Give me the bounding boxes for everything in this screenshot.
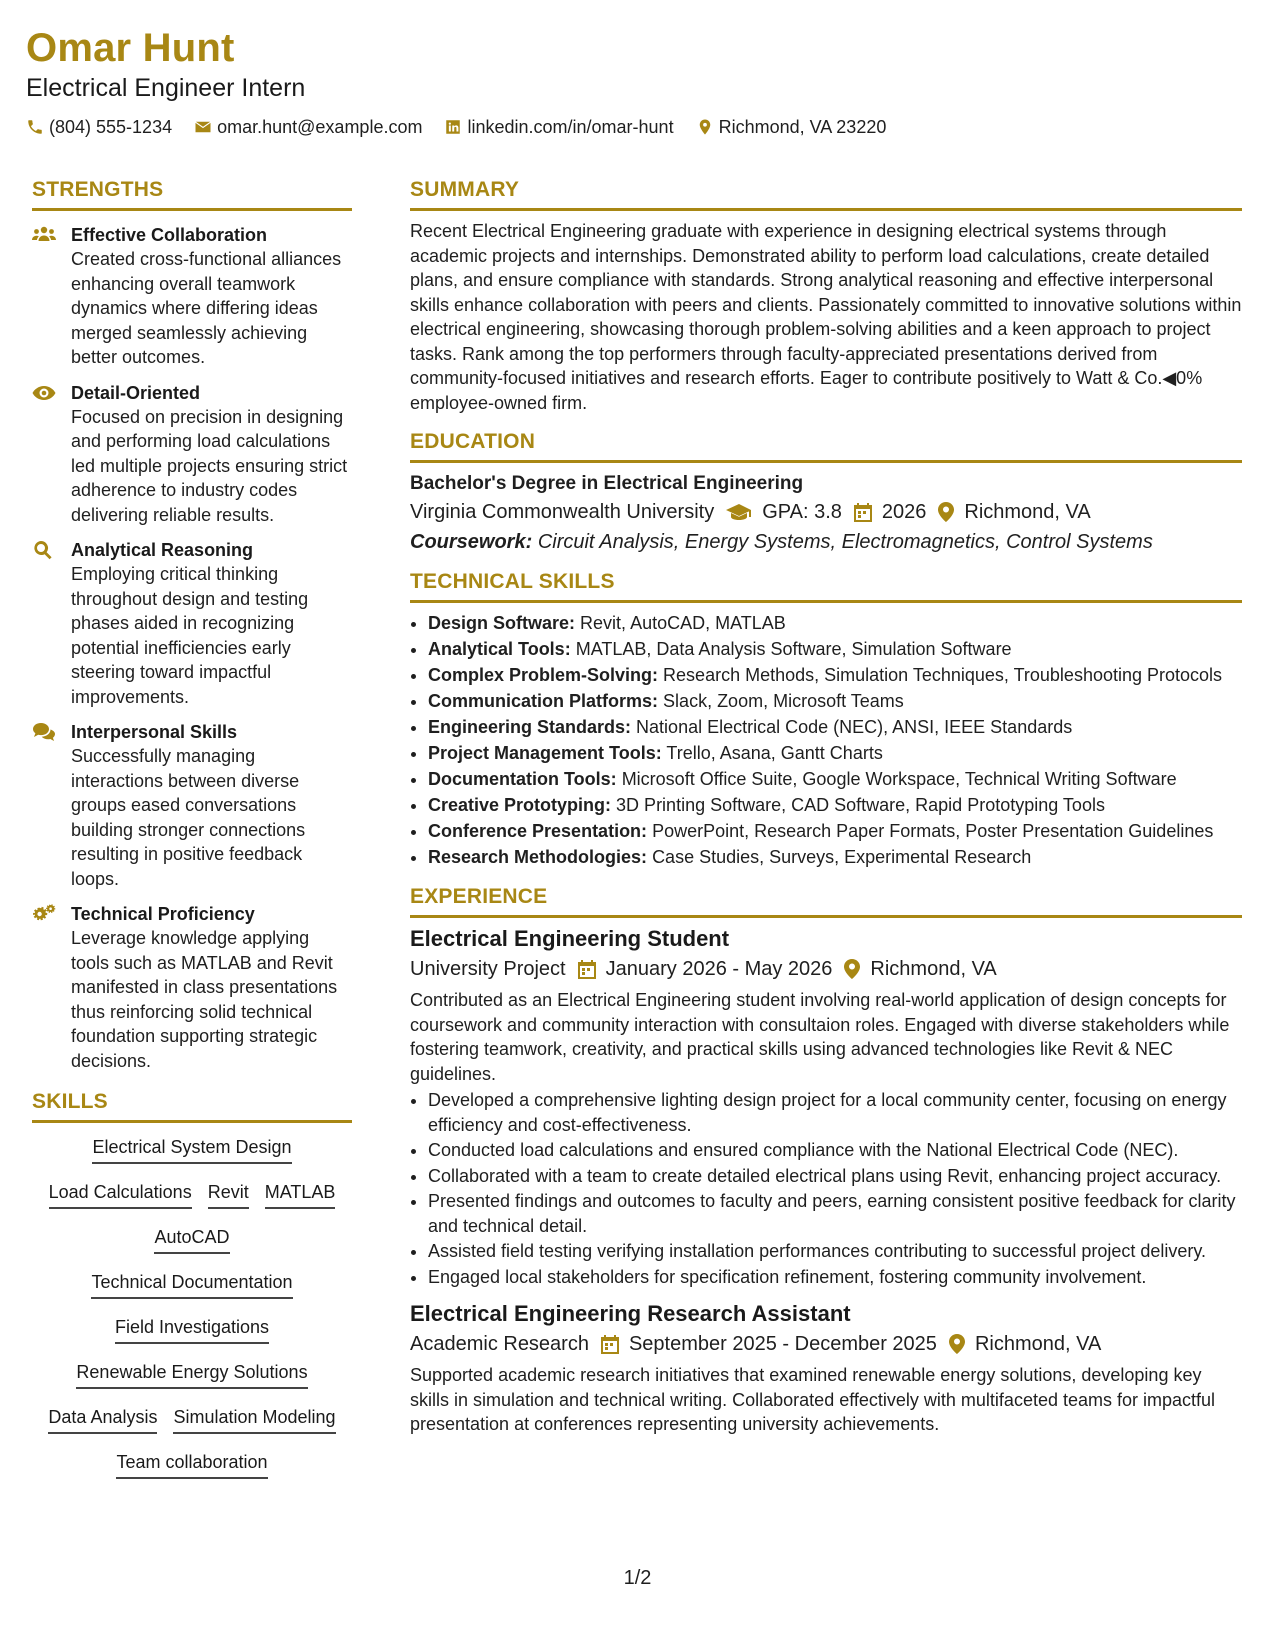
skill-row <box>32 1405 352 1434</box>
job-bullet: • Conducted load calculations and ensured compliance with the National Electrical Code (NEC). <box>428 1138 1242 1163</box>
job-location: Richmond, VA <box>870 958 997 980</box>
technical-skill-label: Conference Presentation: <box>428 821 648 841</box>
coursework-label: Coursework: <box>410 531 533 553</box>
email-text: omar.hunt@example.com <box>217 117 423 137</box>
strengths-section <box>32 175 352 1073</box>
degree-title: Bachelor's Degree in Electrical Engineering <box>410 473 804 494</box>
calendar-icon <box>578 959 596 979</box>
calendar-icon <box>854 502 872 522</box>
technical-skill-value: PowerPoint, Research Paper Formats, Poster Presentation Guidelines <box>652 821 1214 841</box>
skill-row <box>32 1225 352 1254</box>
skill-chip: Simulation Modeling <box>173 1405 335 1434</box>
skill-chip: Field Investigations <box>115 1315 269 1344</box>
strength-desc: Focused on precision in designing and performing load calculations led multiple projects ensuring strict adherence to industry codes delivering reliable results. <box>71 406 348 525</box>
strength-title: Detail-Oriented <box>71 382 201 403</box>
job-bullets <box>410 1088 1242 1289</box>
map-pin-icon <box>938 502 954 522</box>
skill-row <box>32 1180 352 1209</box>
technical-skill-item <box>428 844 1242 870</box>
school-name: Virginia Commonwealth University <box>410 501 715 523</box>
skill-chip: Renewable Energy Solutions <box>76 1360 307 1389</box>
skill-row <box>32 1270 352 1299</box>
skill-row <box>32 1315 352 1344</box>
strength-desc: Leverage knowledge applying tools such as MATLAB and Revit manifested in class presentations thus reinforcing solid technical foundation supporting strategic decisions. <box>71 928 338 1071</box>
calendar-icon <box>601 1334 619 1354</box>
technical-skills-heading: TECHNICAL SKILLS <box>410 570 615 593</box>
job-entry <box>410 924 1242 1289</box>
job-entry <box>410 1299 1242 1437</box>
contact-email[interactable] <box>194 115 422 139</box>
search-icon <box>32 540 56 560</box>
coursework-line <box>410 527 1242 557</box>
skill-chip: Data Analysis <box>48 1405 157 1434</box>
job-meta <box>410 1329 1242 1359</box>
technical-skill-item <box>428 636 1242 662</box>
strength-desc: Successfully managing interactions between diverse groups eased conversations building stronger connections resulting in positive feedback loops. <box>71 746 306 889</box>
skill-chip: Electrical System Design <box>92 1135 291 1164</box>
map-pin-icon <box>696 118 714 136</box>
technical-skill-label: Research Methodologies: <box>428 847 648 867</box>
right-column <box>410 175 1242 1439</box>
technical-skill-label: Creative Prototyping: <box>428 795 612 815</box>
section-divider <box>410 460 1242 463</box>
experience-heading: EXPERIENCE <box>410 885 548 908</box>
page-number: 1/2 <box>623 1567 652 1589</box>
linkedin-text: linkedin.com/in/omar-hunt <box>467 117 674 137</box>
technical-skill-label: Project Management Tools: <box>428 743 662 763</box>
job-title: Electrical Engineering Student <box>410 926 730 951</box>
technical-skill-label: Complex Problem-Solving: <box>428 665 659 685</box>
section-divider <box>410 915 1242 918</box>
strength-desc: Created cross-functional alliances enhancing overall teamwork dynamics where differing ideas merged seamlessly achieving better outcomes. <box>71 249 342 367</box>
technical-skills-list <box>410 610 1242 870</box>
gpa: GPA: 3.8 <box>762 501 842 523</box>
phone-icon <box>26 118 44 136</box>
map-pin-icon <box>949 1334 965 1354</box>
strength-item <box>32 720 352 891</box>
eye-icon <box>32 383 56 403</box>
technical-skill-label: Design Software: <box>428 613 576 633</box>
technical-skill-item <box>428 740 1242 766</box>
strength-item <box>32 381 352 528</box>
skill-row <box>32 1135 352 1164</box>
envelope-icon <box>194 118 212 136</box>
summary-heading: SUMMARY <box>410 178 520 201</box>
job-location: Richmond, VA <box>974 1333 1102 1355</box>
resume-header <box>26 24 1246 139</box>
skill-chip: AutoCAD <box>154 1225 229 1254</box>
technical-skill-value: 3D Printing Software, CAD Software, Rapid Prototyping Tools <box>616 795 1105 815</box>
strengths-heading: STRENGTHS <box>32 178 164 201</box>
candidate-title: Electrical Engineer Intern <box>26 74 306 102</box>
job-org: Academic Research <box>410 1333 589 1355</box>
strength-title: Effective Collaboration <box>71 225 268 245</box>
technical-skill-item <box>428 714 1242 740</box>
technical-skill-label: Analytical Tools: <box>428 639 571 659</box>
section-divider <box>32 208 352 211</box>
graduation-cap-icon <box>726 502 752 522</box>
strength-desc: Employing critical thinking throughout design and testing phases aided in recognizing potential inefficiencies early steering toward impactful improvements. <box>71 564 309 707</box>
technical-skills-section <box>410 567 1242 870</box>
technical-skill-item <box>428 662 1242 688</box>
technical-skill-item <box>428 688 1242 714</box>
strength-title: Interpersonal Skills <box>71 722 238 742</box>
technical-skill-value: Case Studies, Surveys, Experimental Research <box>652 847 1032 867</box>
phone-text: (804) 555-1234 <box>49 117 173 137</box>
technical-skill-item <box>428 766 1242 792</box>
job-dates: September 2025 - December 2025 <box>628 1333 937 1355</box>
strength-item <box>32 223 352 370</box>
job-bullet: • Developed a comprehensive lighting design project for a local community center, focusing on energy efficiency and cost-effectiveness. <box>428 1088 1242 1137</box>
technical-skill-value: Slack, Zoom, Microsoft Teams <box>663 691 904 711</box>
school-location: Richmond, VA <box>964 501 1091 523</box>
technical-skill-value: MATLAB, Data Analysis Software, Simulation Software <box>575 639 1012 659</box>
section-divider <box>410 208 1242 211</box>
contact-location <box>696 115 887 139</box>
skill-chip: Technical Documentation <box>91 1270 292 1299</box>
technical-skill-label: Engineering Standards: <box>428 717 632 737</box>
left-column <box>32 175 352 1495</box>
technical-skill-item <box>428 792 1242 818</box>
strength-item <box>32 902 352 1073</box>
technical-skill-value: Revit, AutoCAD, MATLAB <box>580 613 786 633</box>
comments-icon <box>32 722 56 742</box>
graduation-year: 2026 <box>881 501 927 523</box>
technical-skill-value: Trello, Asana, Gantt Charts <box>666 743 883 763</box>
job-title: Electrical Engineering Research Assistant <box>410 1301 851 1326</box>
section-divider <box>32 1120 352 1123</box>
strength-title: Analytical Reasoning <box>71 540 254 560</box>
skill-chip: MATLAB <box>265 1180 336 1209</box>
job-bullet: • Collaborated with a team to create detailed electrical plans using Revit, enhancing project accuracy. <box>428 1164 1242 1189</box>
education-meta <box>410 497 1242 527</box>
technical-skill-value: Microsoft Office Suite, Google Workspace, Technical Writing Software <box>621 769 1177 789</box>
linkedin-icon <box>444 118 462 136</box>
technical-skill-value: Research Methods, Simulation Techniques, Troubleshooting Protocols <box>663 665 1223 685</box>
gears-icon <box>32 904 56 924</box>
job-description: Contributed as an Electrical Engineering student involving real-world application of design concepts for coursework and community interaction with consultaion roles. Engaged with diverse stakeholders while fostering teamwork, creativity, and practical skills using advanced technologies like Revit & NEC guidelines. <box>410 990 1230 1084</box>
education-section <box>410 427 1242 557</box>
technical-skill-label: Documentation Tools: <box>428 769 617 789</box>
skill-chip: Load Calculations <box>49 1180 192 1209</box>
job-dates: January 2026 - May 2026 <box>605 958 833 980</box>
skill-row <box>32 1360 352 1389</box>
candidate-name: Omar Hunt <box>26 26 235 70</box>
skill-chip: Team collaboration <box>116 1450 267 1479</box>
contact-bar <box>26 115 1246 139</box>
technical-skill-value: National Electrical Code (NEC), ANSI, IEEE Standards <box>636 717 1073 737</box>
summary-section <box>410 175 1242 415</box>
technical-skill-item <box>428 818 1242 844</box>
job-bullet: • Assisted field testing verifying installation performances contributing to successful project delivery. <box>428 1239 1242 1264</box>
contact-linkedin[interactable] <box>444 115 673 139</box>
skills-heading: SKILLS <box>32 1090 108 1113</box>
job-org: University Project <box>410 958 566 980</box>
location-text: Richmond, VA 23220 <box>718 117 887 137</box>
users-icon <box>32 225 56 245</box>
job-description: Supported academic research initiatives that examined renewable energy solutions, developing key skills in simulation and technical writing. Collaborated effectively with multifaceted teams for impactful presentation at conferences representing university achievements. <box>410 1365 1216 1434</box>
coursework-list: Circuit Analysis, Energy Systems, Electromagnetics, Control Systems <box>537 531 1153 553</box>
job-bullet: • Presented findings and outcomes to faculty and peers, earning consistent positive feedback for clarity and technical detail. <box>428 1189 1242 1238</box>
map-pin-icon <box>844 959 860 979</box>
education-heading: EDUCATION <box>410 430 536 453</box>
experience-section <box>410 882 1242 1437</box>
contact-phone[interactable] <box>26 115 172 139</box>
summary-text: Recent Electrical Engineering graduate with experience in designing electrical systems through academic projects and internships. Demonstrated ability to perform load calculations, create detailed plans, and ensure compliance with standards. Strong analytical reasoning and effective interpersonal skills enhance collaboration with peers and clients. Passionately committed to innovative solutions within electrical engineering, showcasing thorough problem-solving abilities and a keen approach to project tasks. Rank among the top performers through faculty-appreciated presentations derived from community-focused initiatives and research efforts. Eager to contribute positively to Watt & Co.◀0% employee-owned firm. <box>410 221 1242 413</box>
strength-item <box>32 538 352 709</box>
technical-skill-label: Communication Platforms: <box>428 691 659 711</box>
skill-row <box>32 1450 352 1479</box>
job-meta <box>410 954 1242 984</box>
section-divider <box>410 600 1242 603</box>
job-bullet: • Engaged local stakeholders for specification refinement, fostering community involvement. <box>428 1265 1242 1290</box>
strength-title: Technical Proficiency <box>71 904 255 924</box>
skills-section <box>32 1087 352 1479</box>
technical-skill-item <box>428 610 1242 636</box>
skill-chip: Revit <box>208 1180 249 1209</box>
skills-list <box>32 1135 352 1479</box>
